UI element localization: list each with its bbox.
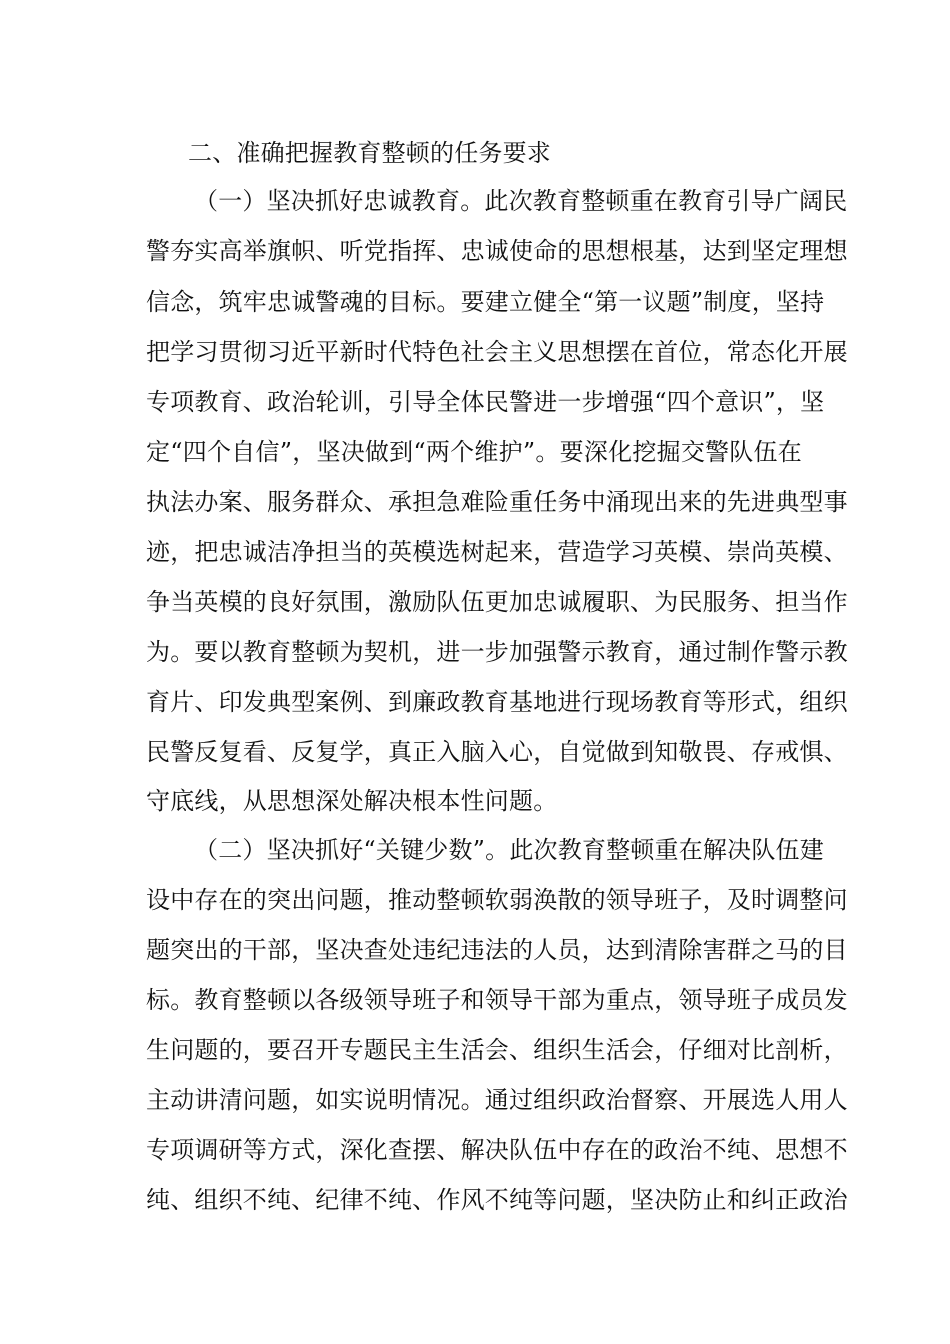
paragraph-line: 育片、印发典型案例、到廉政教育基地进行现场教育等形式，组织 <box>146 688 848 716</box>
paragraph-line: 守底线，从思想深处解决根本性问题。 <box>146 787 558 815</box>
paragraph-line: （二）坚决抓好“关键少数”。此次教育整顿重在解决队伍建 <box>194 836 824 864</box>
paragraph-line: 信念，筑牢忠诚警魂的目标。要建立健全“第一议题”制度，坚持 <box>146 288 825 316</box>
paragraph-line: 纯、组织不纯、纪律不纯、作风不纯等问题，坚决防止和纠正政治 <box>146 1186 848 1214</box>
paragraph-line: 生问题的，要召开专题民主生活会、组织生活会，仔细对比剖析， <box>146 1036 848 1064</box>
paragraph-line: 专项教育、政治轮训，引导全体民警进一步增强“四个意识”，坚 <box>146 388 825 416</box>
paragraph-line: （一）坚决抓好忠诚教育。此次教育整顿重在教育引导广阔民 <box>194 187 848 215</box>
section-heading: 二、准确把握教育整顿的任务要求 <box>188 139 551 167</box>
paragraph-line: 迹，把忠诚洁净担当的英模选树起来，营造学习英模、崇尚英模、 <box>146 538 848 566</box>
paragraph-line: 警夯实高举旗帜、听党指挥、忠诚使命的思想根基，达到坚定理想 <box>146 237 848 265</box>
paragraph-line: 为。要以教育整顿为契机，进一步加强警示教育，通过制作警示教 <box>146 638 848 666</box>
paragraph-line: 专项调研等方式，深化查摆、解决队伍中存在的政治不纯、思想不 <box>146 1136 848 1164</box>
paragraph-line: 把学习贯彻习近平新时代特色社会主义思想摆在首位，常态化开展 <box>146 338 848 366</box>
paragraph-line: 设中存在的突出问题，推动整顿软弱涣散的领导班子，及时调整问 <box>146 886 848 914</box>
paragraph-line: 定“四个自信”，坚决做到“两个维护”。要深化挖掘交警队伍在 <box>146 438 802 466</box>
paragraph-line: 争当英模的良好氛围，激励队伍更加忠诚履职、为民服务、担当作 <box>146 588 848 616</box>
paragraph-line: 标。教育整顿以各级领导班子和领导干部为重点，领导班子成员发 <box>146 986 848 1014</box>
paragraph-line: 题突出的干部，坚决查处违纪违法的人员，达到清除害群之马的目 <box>146 936 848 964</box>
paragraph-line: 执法办案、服务群众、承担急难险重任务中涌现出来的先进典型事 <box>146 488 848 516</box>
paragraph-line: 民警反复看、反复学，真正入脑入心，自觉做到知敬畏、存戒惧、 <box>146 738 848 766</box>
paragraph-line: 主动讲清问题，如实说明情况。通过组织政治督察、开展选人用人 <box>146 1086 848 1114</box>
